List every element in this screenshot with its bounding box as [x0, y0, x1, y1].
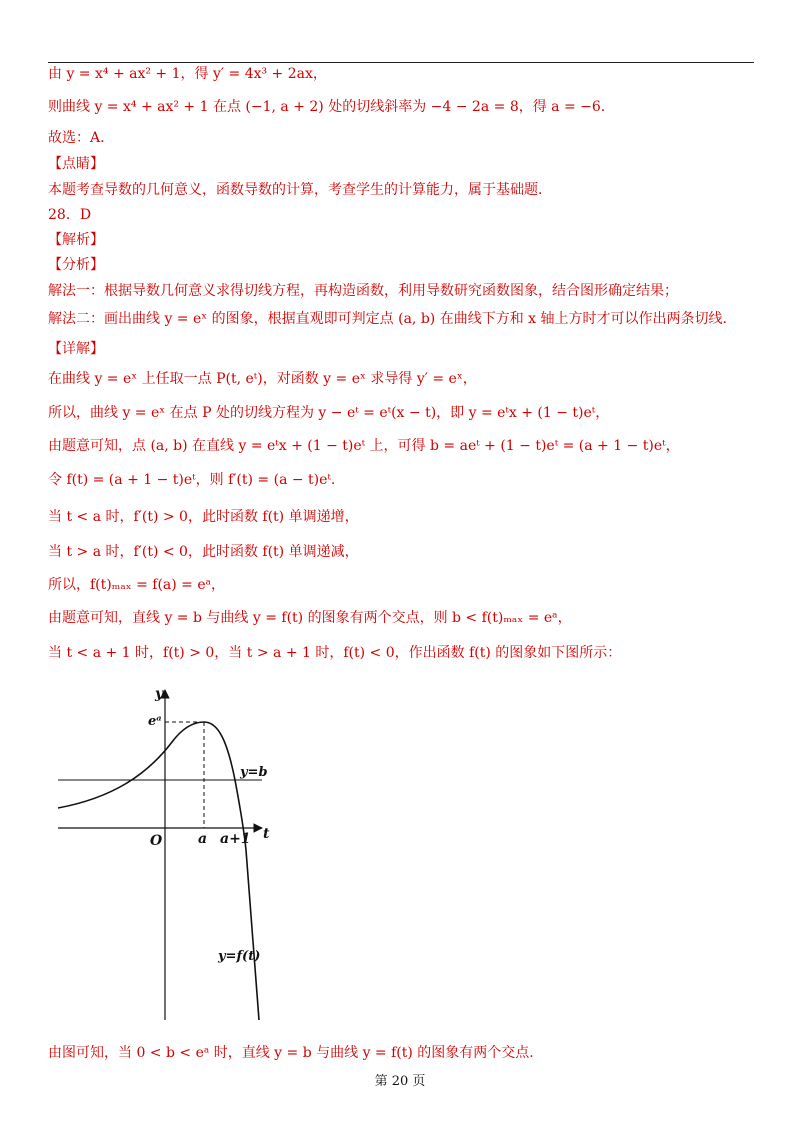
heading-jiexi: 【解析】	[48, 232, 104, 248]
text-line-5: 本题考查导数的几何意义，函数导数的计算，考查学生的计算能力，属于基础题.	[48, 182, 543, 198]
heading-dianjing: 【点睛】	[48, 156, 104, 172]
curve-f-of-t	[58, 722, 259, 1020]
text-line-20: 当 t < a + 1 时，f(t) > 0，当 t > a + 1 时，f(t) < 0，作出函数 f(t) 的图象如下图所示：	[48, 645, 622, 661]
t-axis-label: t	[263, 826, 270, 842]
text-line-1: 由 y = x⁴ + ax² + 1，得 y′ = 4x³ + 2ax，	[48, 66, 327, 82]
y-axis-label: y	[155, 686, 164, 702]
text-line-18: 所以，f(t)ₘₐₓ = f(a) = eᵃ，	[48, 577, 226, 593]
text-line-2: 则曲线 y = x⁴ + ax² + 1 在点 (−1, a + 2) 处的切线斜率为 −4 − 2a = 8，得 a = −6.	[48, 99, 606, 115]
text-line-16: 当 t < a 时，f′(t) > 0，此时函数 f(t) 单调递增，	[48, 509, 359, 525]
text-conclusion: 由图可知，当 0 < b < eᵃ 时，直线 y = b 与曲线 y = f(t) 的图象有两个交点.	[48, 1045, 534, 1061]
curve-label: y=f(t)	[218, 949, 261, 964]
a-plus-1-tick-label: a+1	[220, 831, 251, 847]
line-label: y=b	[240, 765, 268, 780]
text-method-2: 解法二：画出曲线 y = eˣ 的图象，根据直观即可判定点 (a, b) 在曲线下方和 x 轴上方时才可以作出两条切线.	[48, 311, 727, 327]
heading-fenxi: 【分析】	[48, 257, 104, 273]
text-line-19: 由题意可知，直线 y = b 与曲线 y = f(t) 的图象有两个交点，则 b < f(t)ₘₐₓ = eᵃ，	[48, 610, 572, 626]
page-number: 第 20 页	[374, 1074, 426, 1089]
origin-label: O	[150, 833, 163, 849]
question-number: 28．D	[48, 207, 92, 223]
text-line-12: 在曲线 y = eˣ 上任取一点 P(t, eᵗ)，对函数 y = eˣ 求导得 y′ = eˣ，	[48, 371, 477, 387]
a-tick-label: a	[198, 831, 208, 847]
text-line-3: 故选：A.	[48, 130, 105, 146]
text-line-13: 所以，曲线 y = eˣ 在点 P 处的切线方程为 y − eᵗ = eᵗ(x − t)，即 y = eᵗx + (1 − t)eᵗ，	[48, 405, 610, 421]
text-line-14: 由题意可知，点 (a, b) 在直线 y = eᵗx + (1 − t)eᵗ 上，可得 b = aeᵗ + (1 − t)eᵗ = (a + 1 − t)eᵗ，	[48, 438, 680, 454]
header-rule	[48, 62, 754, 63]
peak-label: eᵃ	[148, 714, 162, 729]
text-method-1: 解法一：根据导数几何意义求得切线方程，再构造函数，利用导数研究函数图象，结合图形确定结果；	[48, 283, 678, 299]
function-graph	[52, 680, 292, 1025]
heading-xiangjie: 【详解】	[48, 341, 104, 357]
text-line-17: 当 t > a 时，f′(t) < 0，此时函数 f(t) 单调递减，	[48, 544, 359, 560]
text-line-15: 令 f(t) = (a + 1 − t)eᵗ，则 f′(t) = (a − t)eᵗ.	[48, 472, 336, 488]
